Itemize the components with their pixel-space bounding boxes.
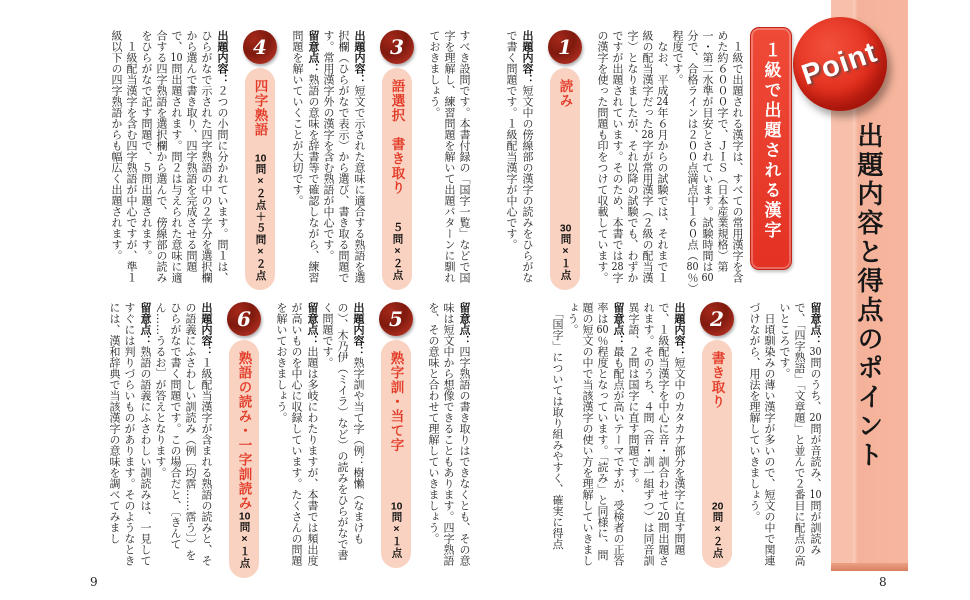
left-page-bottom-row xyxy=(88,302,472,568)
section-badge-3 xyxy=(374,30,420,290)
section4-note: 留意点：四字熟語の書き取りはできなくとも、その意味は短文中から想像できることもあります。四字熟語を、その意味と合わせて理解していきましょう。 xyxy=(427,302,471,566)
section-number-5: 5 xyxy=(379,302,413,336)
section-pill-4 xyxy=(245,68,275,290)
intro-paragraph-2: なお、平成24年６月からの試験では、それまで１級の配当漢字だった28字が常用漢字（２級の配当漢字）となりましたが、それ以降の試験でも、わずかですが出題されています。そのため、本書では28字の漢字を使った問題も印をつけて収載しています。 xyxy=(596,30,669,283)
section-number-3: 3 xyxy=(380,30,414,64)
section-points-6: 10問×１点 xyxy=(238,510,251,569)
right-page-bottom-row xyxy=(505,302,823,568)
section-number-4: 4 xyxy=(243,30,277,64)
section-title-3: 語選択 書き取り xyxy=(389,79,405,195)
section6-content: 出題内容：１級配当漢字が含まれる熟語の読みと、その語義にふさわしい訓読み（例〔均霑……霑う〕）をひらがなで書く問題です。この場合だと、〔きんてん……うるお〕が答えとなります。 xyxy=(154,302,213,566)
section3-content: 出題内容：短文で示された意味に適合する熟語を選択欄（ひらがなで表示）から選び、書き取る問題です。常用漢字外の漢字を含む熟語が中心です。 xyxy=(322,30,366,283)
section-title-2: 書き取り xyxy=(709,351,725,409)
section4-content-1: 出題内容：２つの小問に分かれています。問１は、ひらがなで示された四字熟語の中の２字分を選択欄から選んで書き取り、四字熟語を完成させる問題で、10問出題されます。問２は与えられた意味に適合する四字熟語を選択欄から選んで、傍線部の読みをひらがなで記す問題で、５問出題されます。 xyxy=(140,30,229,283)
section3-note: 留意点：熟語の意味を辞書等で確認しながら、練習問題を解いていくことが大切です。 xyxy=(291,30,320,283)
section-points-5: 10問×１点 xyxy=(390,501,403,559)
section-points-4: 10問×２点＋５問×２点 xyxy=(254,152,267,281)
section-number-1: 1 xyxy=(548,30,582,64)
section6-note: 留意点：熟語の語義にふさわしい訓読みは、一見してすぐには判りづらいものがあります。そのようなときには、漢和辞典で当該漢字の意味を調べてみまし xyxy=(108,302,152,566)
section-badge-5 xyxy=(373,302,419,568)
section-title-5: 熟字訓・当て字 xyxy=(388,351,404,453)
point-badge xyxy=(793,17,887,111)
section5-content: 出題内容：熟字訓や当て字（例：樹懶（なまけもの）、木乃伊（ミイラ）など）の読みをひらがなで書く問題です。 xyxy=(321,302,365,561)
page-number-right: 8 xyxy=(879,575,887,589)
section2-note: 留意点：最も配点が高いテーマですが、受検者の正答率は60％程度となっています。「読み」と同様に、問題の短文の中で当該漢字の使い方を理解していきましょう。 xyxy=(566,302,625,566)
section1-note-1: 留意点：30問のうち、20問が音読み、10問が訓読みで、「四字熟語」「文章題」と並んで２番目に配点の高いところです。 xyxy=(778,302,822,566)
left-page-top-row xyxy=(88,30,472,290)
page-number-left: 9 xyxy=(90,575,98,589)
section-title-4: 四字熟語 xyxy=(252,79,268,137)
section-pill-3 xyxy=(382,68,412,290)
section-badge-1 xyxy=(542,30,588,290)
section-header-title: １級で出題される漢字 xyxy=(761,41,781,241)
right-page-top-row xyxy=(498,30,745,290)
section-title-1: 読み xyxy=(557,79,573,108)
section-number-2: 2 xyxy=(700,302,734,336)
section-pill-5 xyxy=(381,340,411,568)
section2-note-cont: 「国字」については取り組みやすく、確実に得点 xyxy=(551,302,564,550)
section-badge-2 xyxy=(694,302,740,568)
chapter-title: 出題内容と得点のポイント xyxy=(854,122,884,470)
section1-note-2: 日頃馴染みの薄い漢字が多いので、短文の中で関連づけながら、用法を理解していきましょう。 xyxy=(748,302,776,566)
page9-continuation: すべき設問です。本書付録の「国字一覧」などで国字を理解し、練習問題を解いて出題パターンに馴れておきましょう。 xyxy=(428,30,471,283)
section-pill-6 xyxy=(229,340,259,578)
section-title-6: 熟語の読み・一字訓読み xyxy=(236,351,252,511)
section-pill-1 xyxy=(550,68,580,290)
section-header xyxy=(750,27,792,270)
section-number-6: 6 xyxy=(227,302,261,336)
section-points-1: 30問×１点 xyxy=(559,223,572,281)
point-badge-label: Point xyxy=(797,35,882,92)
section-badge-4 xyxy=(237,30,283,290)
section-points-2: 20問×２点 xyxy=(711,501,724,559)
section2-content: 出題内容：短文中のカタカナ部分を漢字に直す問題で、１級配当漢字を中心に音・訓合わせて20問出題されます。そのうち、４問（音・訓一組ずつ）は同音訓異字語、２問は国字に直す問題です。 xyxy=(627,302,686,566)
section5-note: 留意点：出題は多岐にわたりますが、本書では頻出度が高いものを中心に収録しています。たくさんの問題を解いておきましょう。 xyxy=(275,302,319,566)
section-pill-2 xyxy=(702,340,732,568)
intro-paragraph-1: １級で出題される漢字は、すべての常用漢字を含めた約６０００字で、ＪＩＳ（日本産業規格）第一・第二水準が目安とされています。試験時間は60分で、合格ラインは２００点満点中１６０点（80％）程度です。 xyxy=(671,30,744,289)
section-points-3: ５問×２点 xyxy=(391,222,404,281)
section4-content-2: １級配当漢字を含む四字熟語が中心ですが、準１級以下の四字熟語からも幅広く出題されます。 xyxy=(110,30,138,283)
section-badge-6 xyxy=(221,302,267,568)
section1-content: 出題内容：短文中の傍線部の漢字の読みをひらがなで書く問題です。１級配当漢字が中心です。 xyxy=(505,30,534,283)
